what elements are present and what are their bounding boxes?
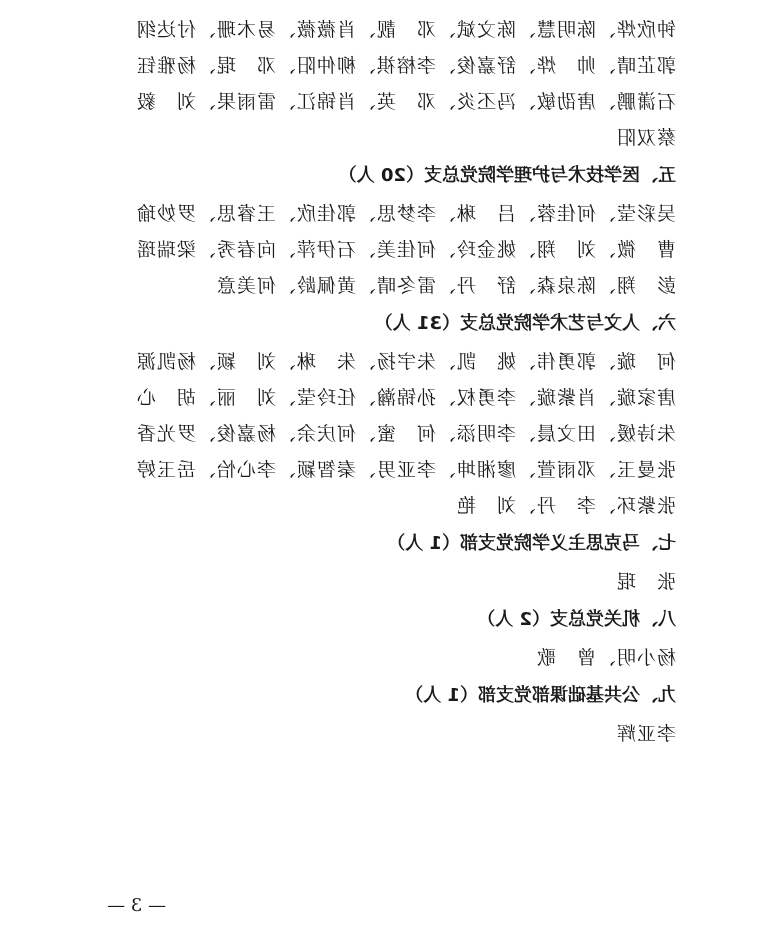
name-list-line: 张紫环、李 丹、刘 艳 xyxy=(455,495,676,517)
section-title: 八、机关党总支（2 人） xyxy=(477,609,676,630)
name-list-line: 张 琨 xyxy=(615,571,676,593)
name-list xyxy=(96,196,676,304)
name-list-line: 朱诗媛、田文晨、李明添、何 蜜、何庆余、杨嘉俊、罗光香 xyxy=(135,423,676,445)
name-list xyxy=(96,564,676,600)
document-body xyxy=(96,12,676,752)
section-title: 五、医学技术与护理学院党总支（20 人） xyxy=(338,165,676,186)
section-title: 九、公共基础课部党支部（1 人） xyxy=(405,685,676,706)
name-list xyxy=(96,12,676,156)
name-list-line: 吴彩莹、何佳蓉、吕 琳、李梦思、郭佳欣、王睿思、罗妙瑜 xyxy=(135,203,676,225)
name-list xyxy=(96,716,676,752)
section-title: 七、马克思主义学院党支部（1 人） xyxy=(387,533,676,554)
page-number: — 3 — xyxy=(107,895,166,916)
name-list-line: 石潇鹏、唐劭敏、冯丕炎、邓 英、肖锦江、雷雨果、刘 毅 xyxy=(135,91,676,113)
name-list-line: 曹 微、刘 翔、姚金玲、何佳美、石伊萍、向春秀、梁瑞瑶 xyxy=(135,239,676,261)
section-title: 六、人文与艺术学院党总支（31 人） xyxy=(374,313,676,334)
name-list-line: 蔡双阳 xyxy=(615,127,676,149)
name-list-line: 何 璇、郭勇伟、姚 凯、朱宇扬、朱 琳、刘 颖、杨凯源 xyxy=(135,351,676,373)
name-list-line: 杨小明、曾 歌 xyxy=(535,647,676,669)
name-list-line: 唐家璇、肖紫璇、李勇权、孙锦瀚、任玲莹、刘 丽、胡 心 xyxy=(135,387,676,409)
name-list-line: 张曼玉、邓雨萱、廖湘坤、李亚男、秦智颖、李心怡、岳玉婷 xyxy=(135,459,676,481)
name-list xyxy=(96,640,676,676)
name-list-line: 彭 翔、陈泉森、舒 丹、雷冬晴、黄佩龄、何美意 xyxy=(215,275,676,297)
name-list-line: 郭芷晴、帅 烨、舒嘉俊、李榕祺、柳仲阳、邓 琨、杨雅钰 xyxy=(135,55,676,77)
name-list-line: 李亚辉 xyxy=(615,723,676,745)
name-list-line: 钟欣烨、陈明慧、陈文斌、邓 靓、肖薇薇、易木珊、付达纲 xyxy=(135,19,676,41)
name-list xyxy=(96,344,676,524)
